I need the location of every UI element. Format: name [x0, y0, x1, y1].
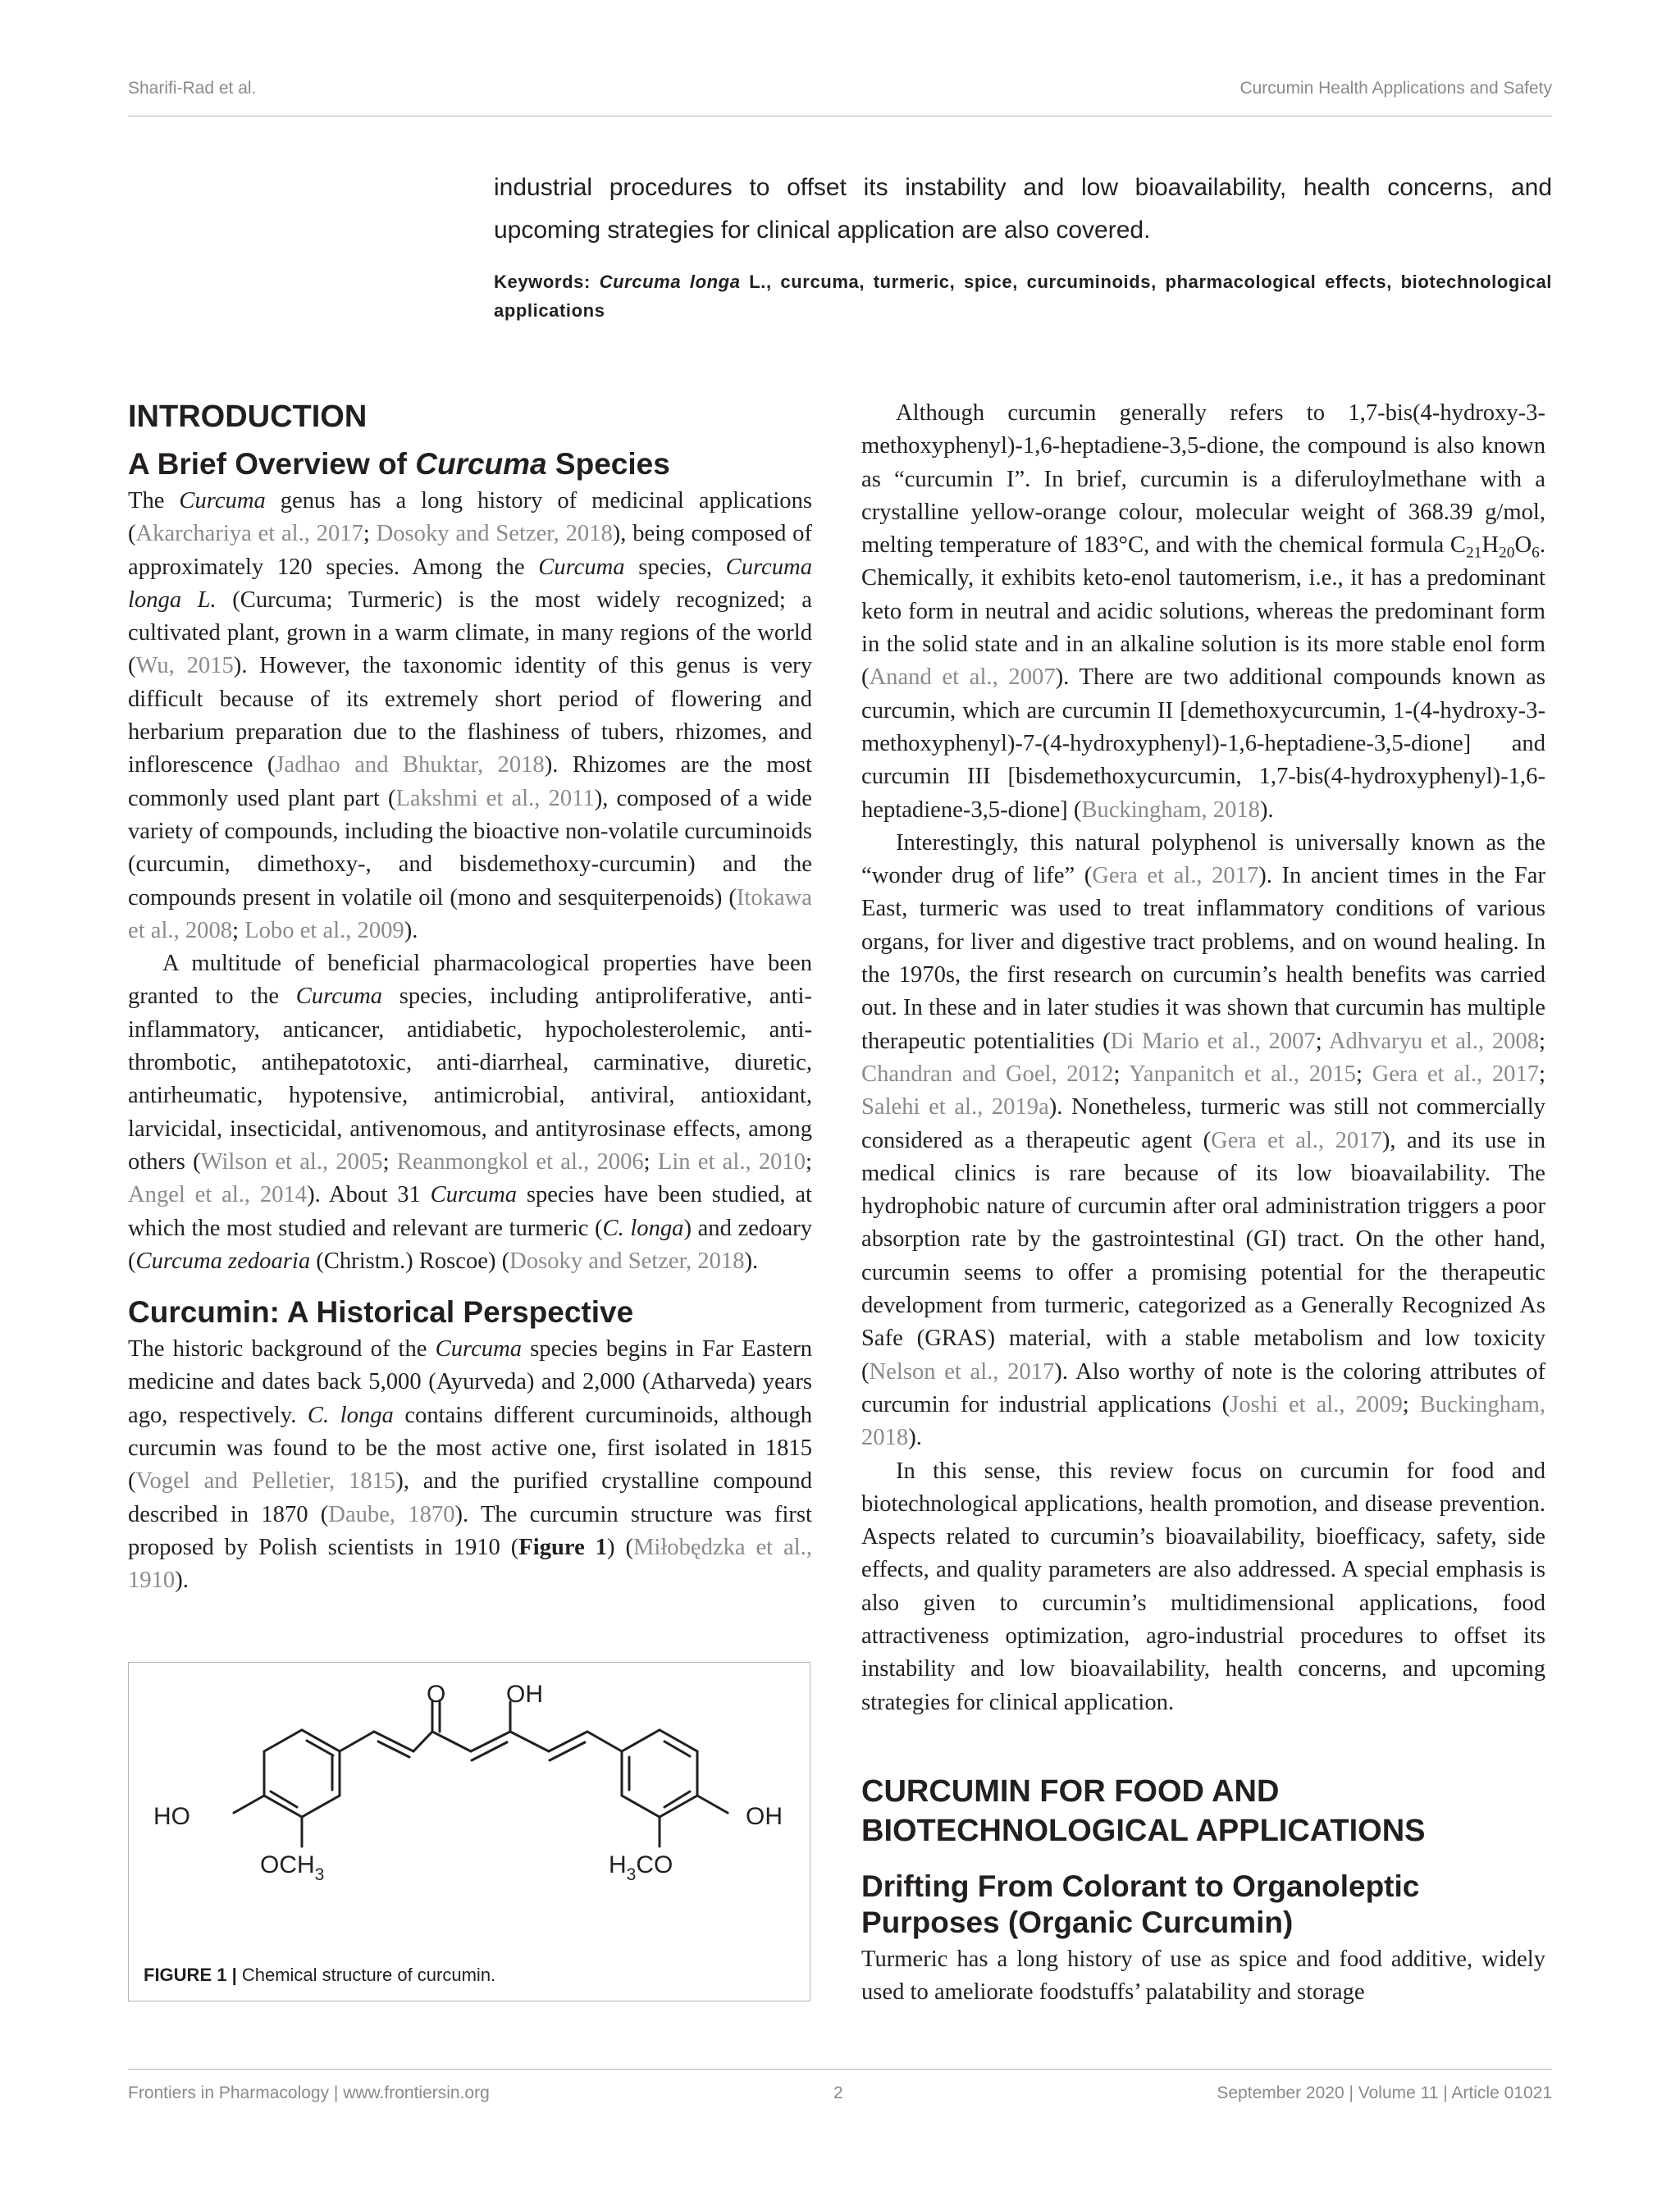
- keywords: [494, 267, 1552, 325]
- citation-link[interactable]: Lin et al., 2010: [657, 1148, 806, 1175]
- citation-link[interactable]: Dosoky and Setzer, 2018: [376, 521, 613, 547]
- citation-link[interactable]: Jadhao and Bhuktar, 2018: [275, 752, 545, 778]
- citation-link[interactable]: Gera et al., 2017: [1372, 1061, 1540, 1087]
- right-column: [861, 397, 1545, 2009]
- citation-link[interactable]: Akarchariya et al., 2017: [135, 521, 363, 547]
- subheading-organic-curcumin: Drifting From Colorant to Organoleptic Purposes (Organic Curcumin): [861, 1869, 1420, 1939]
- atom-label-ho: HO: [153, 1803, 190, 1830]
- citation-link[interactable]: Wu, 2015: [135, 653, 234, 679]
- citation-link[interactable]: Buckingham, 2018: [861, 1391, 1545, 1451]
- subheading-curcuma-overview: A Brief Overview of Curcuma Species: [128, 447, 670, 481]
- citation-link[interactable]: Reanmongkol et al., 2006: [396, 1148, 644, 1175]
- citation-link[interactable]: Gera et al., 2017: [1211, 1127, 1382, 1153]
- paragraph: In this sense, this review focus on curcumin for food and biotechnological applications, health promotion, and disease prevention. Aspects related to curcumin’s bioavailability, bioefficacy, safety, side effects, and quality parameters are also addressed. A special emphasis is also given to curcumin’s multidimensional applications, food attractiveness optimization, agro-industrial procedures to offset its instability and low bioavailability, health concerns, and upcoming strategies for clinical application.: [861, 1458, 1545, 1715]
- paragraph: A multitude of beneficial pharmacological properties have been granted to the Curcuma species, including antiproliferative, anti-inflammatory, anticancer, antidiabetic, hypocholesterolemic, anti-thrombotic, antihepatotoxic, anti-diarrheal, carminative, diuretic, antirheumatic, hypotensive, antimicrobial, antiviral, antioxidant, larvicidal, insecticidal, antivenomous, and antityrosinase effects, among others (Wilson et al., 2005; Reanmongkol et al., 2006; Lin et al., 2010; Angel et al., 2014). About 31 Curcuma species have been studied, at which the most studied and relevant are turmeric (C. longa) and zedoary (Curcuma zedoaria (Christm.) Roscoe) (Dosoky and Setzer, 2018).: [128, 951, 812, 1274]
- figure-caption: FIGURE 1 | Chemical structure of curcumin.: [144, 1965, 496, 1985]
- citation-link[interactable]: Wilson et al., 2005: [200, 1148, 383, 1175]
- citation-link[interactable]: Joshi et al., 2009: [1230, 1391, 1403, 1417]
- running-header-title: Curcumin Health Applications and Safety: [1239, 79, 1552, 98]
- citation-link[interactable]: Gera et al., 2017: [1092, 863, 1259, 889]
- keywords-label: Keywords:: [494, 272, 591, 292]
- atom-label-oh-right: OH: [746, 1803, 783, 1830]
- abstract-tail: industrial procedures to offset its instability and low bioavailability, health concerns, and upcoming strategies for clinical application are also covered.: [494, 174, 1552, 244]
- section-heading-introduction: INTRODUCTION: [128, 399, 368, 434]
- citation-link[interactable]: Adhvaryu et al., 2008: [1328, 1028, 1540, 1054]
- left-benzene-ring: [264, 1730, 340, 1817]
- paragraph: Interestingly, this natural polyphenol is universally known as the “wonder drug of life” (Gera et al., 2017). In ancient times in the Far East, turmeric was used to treat inflammatory conditions of various organs, for liver and digestive tract problems, and on wound healing. In the 1970s, the first research on curcumin’s health benefits was carried out. In these and in later studies it was shown that curcumin has multiple therapeutic potentialities (Di Mario et al., 2007; Adhvaryu et al., 2008; Chandran and Goel, 2012; Yanpanitch et al., 2015; Gera et al., 2017; Salehi et al., 2019a). Nonetheless, turmeric was still not commercially considered as a therapeutic agent (Gera et al., 2017), and its use in medical clinics is rare because of its low bioavailability. The hydrophobic nature of curcumin after oral administration triggers a poor absorption rate by the gastrointestinal (GI) tract. On the other hand, curcumin seems to offer a promising potential for the therapeutic development from turmeric, categorized as a Generally Recognized As Safe (GRAS) material, with a stable metabolism and low toxicity (Nelson et al., 2017). Also worthy of note is the coloring attributes of curcumin for industrial applications (Joshi et al., 2009; Buckingham, 2018).: [861, 829, 1545, 1451]
- citation-link[interactable]: Buckingham, 2018: [1081, 796, 1260, 823]
- paragraph: The Curcuma genus has a long history of medicinal applications (Akarchariya et al., 2017; Dosoky and Setzer, 2018), being composed of approximately 120 species. Among the Curcuma species, Curcuma longa L. (Curcuma; Turmeric) is the most widely recognized; a cultivated plant, grown in a warm climate, in many regions of the world (Wu, 2015). However, the taxonomic identity of this genus is very difficult because of its extremely short period of flowering and herbarium preparation due to the flashiness of tubers, rhizomes, and inflorescence (Jadhao and Bhuktar, 2018). Rhizomes are the most commonly used plant part (Lakshmi et al., 2011), composed of a wide variety of compounds, including the bioactive non-volatile curcuminoids (curcumin, dimethoxy-, and bisdemethoxy-curcumin) and the compounds present in volatile oil (mono and sesquiterpenoids) (Itokawa et al., 2008; Lobo et al., 2009).: [128, 488, 813, 943]
- paragraph: Turmeric has a long history of use as spice and food additive, widely used to ameliorate foodstuffs’ palatability and storage: [861, 1946, 1545, 2006]
- running-header-authors: Sharifi-Rad et al.: [128, 79, 257, 98]
- atom-label-och3: $OCH_3$: [260, 1851, 325, 1884]
- citation-link[interactable]: Di Mario et al., 2007: [1110, 1028, 1316, 1054]
- citation-link[interactable]: Daube, 1870: [328, 1501, 455, 1527]
- citation-link[interactable]: Anand et al., 2007: [869, 664, 1056, 691]
- citation-link[interactable]: Nelson et al., 2017: [869, 1358, 1055, 1385]
- footer-issue: September 2020 | Volume 11 | Article 01021: [1217, 2084, 1552, 2102]
- right-benzene-ring: [622, 1730, 697, 1817]
- citation-link[interactable]: Lobo et al., 2009: [244, 917, 404, 943]
- curcumin-structure: [129, 1663, 811, 2002]
- citation-link[interactable]: Yanpanitch et al., 2015: [1129, 1061, 1356, 1087]
- section-heading-food-biotech: CURCUMIN FOR FOOD AND BIOTECHNOLOGICAL APPLICATIONS: [861, 1773, 1426, 1848]
- atom-label-oh: OH: [506, 1681, 543, 1708]
- citation-link[interactable]: Dosoky and Setzer, 2018: [509, 1248, 745, 1274]
- keywords-species: Curcuma longa: [599, 272, 741, 292]
- left-column: [128, 397, 812, 1598]
- footer-journal: Frontiers in Pharmacology | www.frontiersin.org: [128, 2084, 490, 2102]
- keywords-list: L., curcuma, turmeric, spice, curcuminoids, pharmacological effects, biotechnological applications: [494, 272, 1553, 321]
- citation-link[interactable]: Vogel and Pelletier, 1815: [135, 1468, 396, 1495]
- page-number: 2: [833, 2084, 843, 2102]
- citation-link[interactable]: Itokawa et al., 2008: [128, 884, 812, 943]
- paragraph: Although curcumin generally refers to 1,7-bis(4-hydroxy-3-methoxyphenyl)-1,6-heptadiene-3,5-dione, the compound is also known as “curcumin I”. In brief, curcumin is a diferuloylmethane with a crystalline yellow-orange colour, molecular weight of 368.39 g/mol, melting temperature of 183°C, and with the chemical formula $C_{21}H_{20}O_6$. Chemically, it exhibits keto-enol tautomerism, i.e., it has a predominant keto form in neutral and acidic solutions, whereas the predominant form in the solid state and in an alkaline solution is its more stable enol form (Anand et al., 2007). There are two additional compounds known as curcumin, which are curcumin II [demethoxycurcumin, 1-(4-hydroxy-3-methoxyphenyl)-7-(4-hydroxyphenyl)-1,6-heptadiene-3,5-dione] and curcumin III [bisdemethoxycurcumin, 1,7-bis(4-hydroxyphenyl)-1,6-heptadiene-3,5-dione] (Buckingham, 2018).: [861, 400, 1545, 823]
- atom-label-o: O: [427, 1681, 446, 1708]
- figure-1: [128, 1662, 810, 2001]
- footer-rule: [128, 2069, 1552, 2070]
- citation-link[interactable]: Salehi et al., 2019a: [861, 1094, 1049, 1121]
- atom-label-h3co: $H_3CO$: [609, 1851, 673, 1884]
- citation-link[interactable]: Lakshmi et al., 2011: [395, 785, 595, 811]
- paragraph: The historic background of the Curcuma species begins in Far Eastern medicine and dates back 5,000 (Ayurveda) and 2,000 (Atharveda) years ago, respectively. C. longa contains different curcuminoids, although curcumin was found to be the most active one, first isolated in 1815 (Vogel and Pelletier, 1815), and the purified crystalline compound described in 1870 (Daube, 1870). The curcumin structure was first proposed by Polish scientists in 1910 (Figure 1) (Miłobędzka et al., 1910).: [128, 1336, 813, 1594]
- citation-link[interactable]: Miłobędzka et al., 1910: [128, 1534, 812, 1594]
- subheading-historical-perspective: Curcumin: A Historical Perspective: [128, 1295, 634, 1330]
- figure-label: FIGURE 1 |: [144, 1965, 237, 1985]
- citation-link[interactable]: Angel et al., 2014: [128, 1182, 308, 1208]
- citation-link[interactable]: Chandran and Goel, 2012: [861, 1061, 1114, 1087]
